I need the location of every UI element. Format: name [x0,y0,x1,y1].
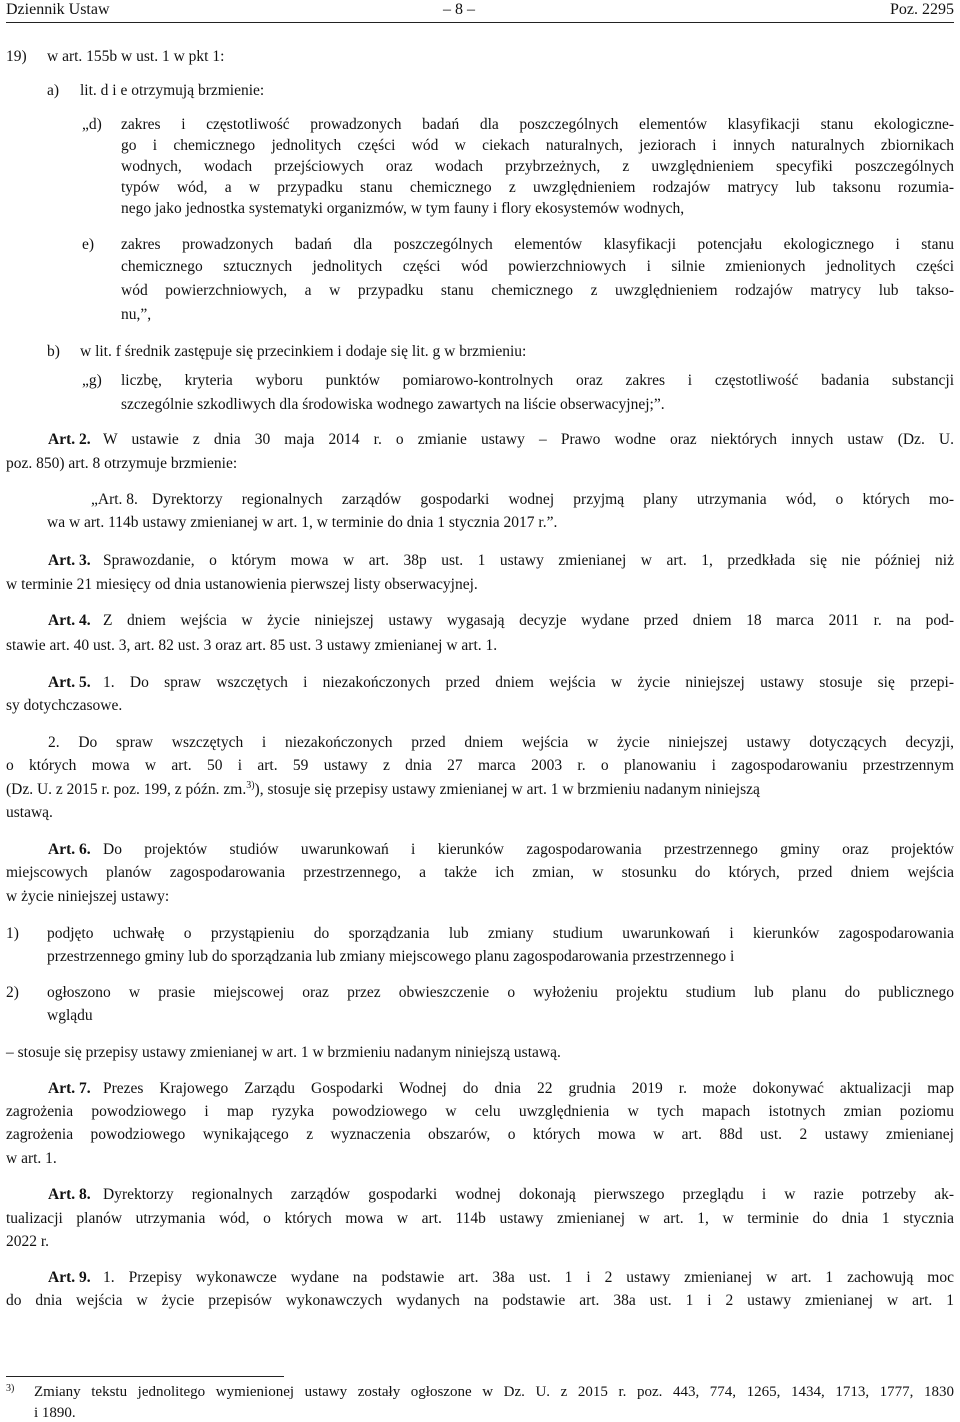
quoted-article-line: wa w art. 114b ustawy zmienianej w art. 1, w terminie do dnia 1 stycznia 2017 r.”. [47,514,558,531]
item-label: 2) [6,984,19,1001]
letter-d-line: go i chemicznego jednolitych części wód w ciekach naturalnych, jeziorach i innych naturalnych zbiornikach [121,137,954,154]
article-line: Z dniem wejścia w życie niniejszej ustawy wygasają decyzje wydane przed dniem 18 marca 2011 r. na pod- [103,612,954,629]
article-line: 1. Do spraw wszczętych i niezakończonych przed dniem wejścia w życie niniejszej ustawy stosuje się przepi- [103,674,954,691]
article-line: Prezes Krajowego Zarządu Gospodarki Wodnej do dnia 22 grudnia 2019 r. może dokonywać aktualizacji map [103,1080,954,1097]
quoted-article-label: „Art. 8. [91,491,138,508]
position-number: Poz. 2295 [890,1,954,18]
letter-d-line: nego jako jednostka systematyki organizmów, w tym fauny i flory ekosystemów wodnych, [121,200,685,217]
letter-g-line: szczególnie szkodliwych dla środowiska wodnego zawartych na liście obserwacyjnej;”. [121,396,665,413]
article-line: poz. 850) art. 8 otrzymuje brzmienie: [6,455,238,472]
article-line: miejscowych planów zagospodarowania przestrzennego, a także ich zmian, w stosunku do których, przed dniem wejścia [6,864,954,881]
article-label: Art. 6. [48,841,91,858]
footnote-reference: 3) [246,780,255,791]
page-number: – 8 – [443,1,475,18]
letter-e-line: chemicznego sztucznych jednolitych części wód powierzchniowych i silnie zmienionych jednolitych części [121,258,954,275]
article-label: Art. 7. [48,1080,91,1097]
letter-e-line: wód powierzchniowych, a w przypadku stanu chemicznego z uwzględnieniem rodzajów matrycy lub takso- [121,282,954,299]
letter-e-line: zakres prowadzonych badań dla poszczególnych elementów klasyfikacji potencjału ekologicznego i stanu [121,236,954,253]
article-label: Art. 5. [48,674,91,691]
letter-d-line: zakres i częstotliwość prowadzonych badań dla poszczególnych elementów klasyfikacji stanu ekologiczne- [121,116,954,133]
article-line: stawie art. 40 ust. 3, art. 82 ust. 3 oraz art. 85 ust. 3 ustawy zmienianej w art. 1. [6,637,498,654]
quoted-article-line: Dyrektorzy regionalnych zarządów gospodarki wodnej przyjmą plany utrzymania wód, o których mo- [152,491,954,508]
article-label: Art. 4. [48,612,91,629]
article-line: 1. Przepisy wykonawcze wydane na podstawie art. 38a ust. 1 i 2 ustawy zmienianej w art. 1 zachowują moc [103,1269,954,1286]
article-line: ustawą. [6,804,53,821]
item-line: podjęto uchwałę o przystąpieniu do sporządzania lub zmiany studium uwarunkowań i kierunków zagospodarowania [47,925,954,942]
article-line: zagrożenia powodziowego wynikającego z wyznaczenia obszarów, o których mowa w art. 88d ust. 2 ustawy zmienianej [6,1126,954,1143]
article-line-footnote-ref: (Dz. U. z 2015 r. poz. 199, z późn. zm.$^{3)}$), stosuje się przepisy ustawy zmienianej w art. 1 w brzmieniu nadanym niniejszą [6,780,760,799]
article-label: Art. 3. [48,552,91,569]
letter-d-line: typów wód, a w przypadku stanu chemicznego z uwzględnieniem rodzajów matrycy lub taksonu rozumia- [121,179,954,196]
letter-g-line: liczbę, kryteria wyboru punktów pomiarowo-kontrolnych oraz zakres i częstotliwość badania substancji [121,372,954,389]
point-intro: w art. 155b w ust. 1 w pkt 1: [47,48,225,65]
article-line: zagrożenia powodziowego i map ryzyka powodziowego w celu uwzględnienia w tych mapach istotnych zmian poziomu [6,1103,954,1120]
item-line: ogłoszono w prasie miejscowej oraz przez obwieszczenie o wyłożeniu projektu studium lub planu do publicznego [47,984,954,1001]
letter-d-line: wodnych, wodach przejściowych oraz wodach przybrzeżnych, z uwzględnieniem specyfiki poszczególnych [121,158,954,175]
journal-name: Dziennik Ustaw [6,1,110,18]
article-line: 2. Do spraw wszczętych i niezakończonych przed dniem wejścia w życie niniejszej ustawy dotyczących decyzji, [48,734,954,751]
footnote-line: Zmiany tekstu jednolitego wymienionej ustawy zostały ogłoszone w Dz. U. z 2015 r. poz. 443, 774, 1265, 1434, 1713, 1777, 1830 [34,1384,954,1400]
item-line: przestrzennego gminy lub do sporządzania lub zmiany miejscowego planu zagospodarowania przestrzennego i [47,948,735,965]
letter-e-line: nu,”, [121,306,152,323]
item-line: wglądu [47,1007,93,1024]
article-label: Art. 9. [48,1269,91,1286]
header-rule [6,22,954,23]
article-line: Dyrektorzy regionalnych zarządów gospodarki wodnej dokonają pierwszego przeglądu i w razie potrzeby ak- [103,1186,954,1203]
letter-d-label: „d) [82,116,102,133]
letter-b-text: w lit. f średnik zastępuje się przecinkiem i dodaje się lit. g w brzmieniu: [80,343,527,360]
article-line: sy dotychczasowe. [6,697,123,714]
article-line: w art. 1. [6,1150,57,1167]
letter-a-label: a) [47,82,60,99]
footnote-line: i 1890. [34,1405,76,1421]
letter-b-label: b) [47,343,60,360]
article-line: W ustawie z dnia 30 maja 2014 r. o zmianie ustawy – Prawo wodne oraz niektórych innych ustaw (Dz. U. [103,431,954,448]
article-line: Sprawozdanie, o którym mowa w art. 38p ust. 1 ustawy zmienianej w art. 1, przedkłada się nie później niż [103,552,954,569]
item-label: 1) [6,925,19,942]
article-label: Art. 8. [48,1186,91,1203]
article-line: w terminie 21 miesięcy od dnia ustanowienia pierwszej listy obserwacyjnej. [6,576,478,593]
article-line: Do projektów studiów uwarunkowań i kierunków zagospodarowania przestrzennego gminy oraz projektów [103,841,954,858]
article-line: do dnia wejścia w życie przepisów wykonawczych wydanych na podstawie art. 38a ust. 1 i 2 ustawy zmienianej w art. 1 [6,1292,954,1309]
letter-e-label: e) [82,236,95,253]
footnote-rule [6,1376,284,1377]
point-label: 19) [6,48,27,65]
article-label: Art. 2. [48,431,91,448]
article-line: w życie niniejszej ustawy: [6,888,170,905]
article-line: o których mowa w art. 50 i art. 59 ustawy z dnia 27 marca 2003 r. o planowaniu i zagospodarowaniu przestrzennym [6,757,954,774]
letter-g-label: „g) [82,372,102,389]
page-header [6,0,954,22]
article-closing: – stosuje się przepisy ustawy zmienianej w art. 1 w brzmieniu nadanym niniejszą ustawą. [6,1044,561,1061]
article-line: tualizacji planów utrzymania wód, o których mowa w art. 114b ustawy zmienianej w art. 1, w terminie do dnia 1 stycznia [6,1210,954,1227]
article-line: 2022 r. [6,1233,50,1250]
letter-a-text: lit. d i e otrzymują brzmienie: [80,82,265,99]
footnote-label: 3) [6,1383,15,1394]
